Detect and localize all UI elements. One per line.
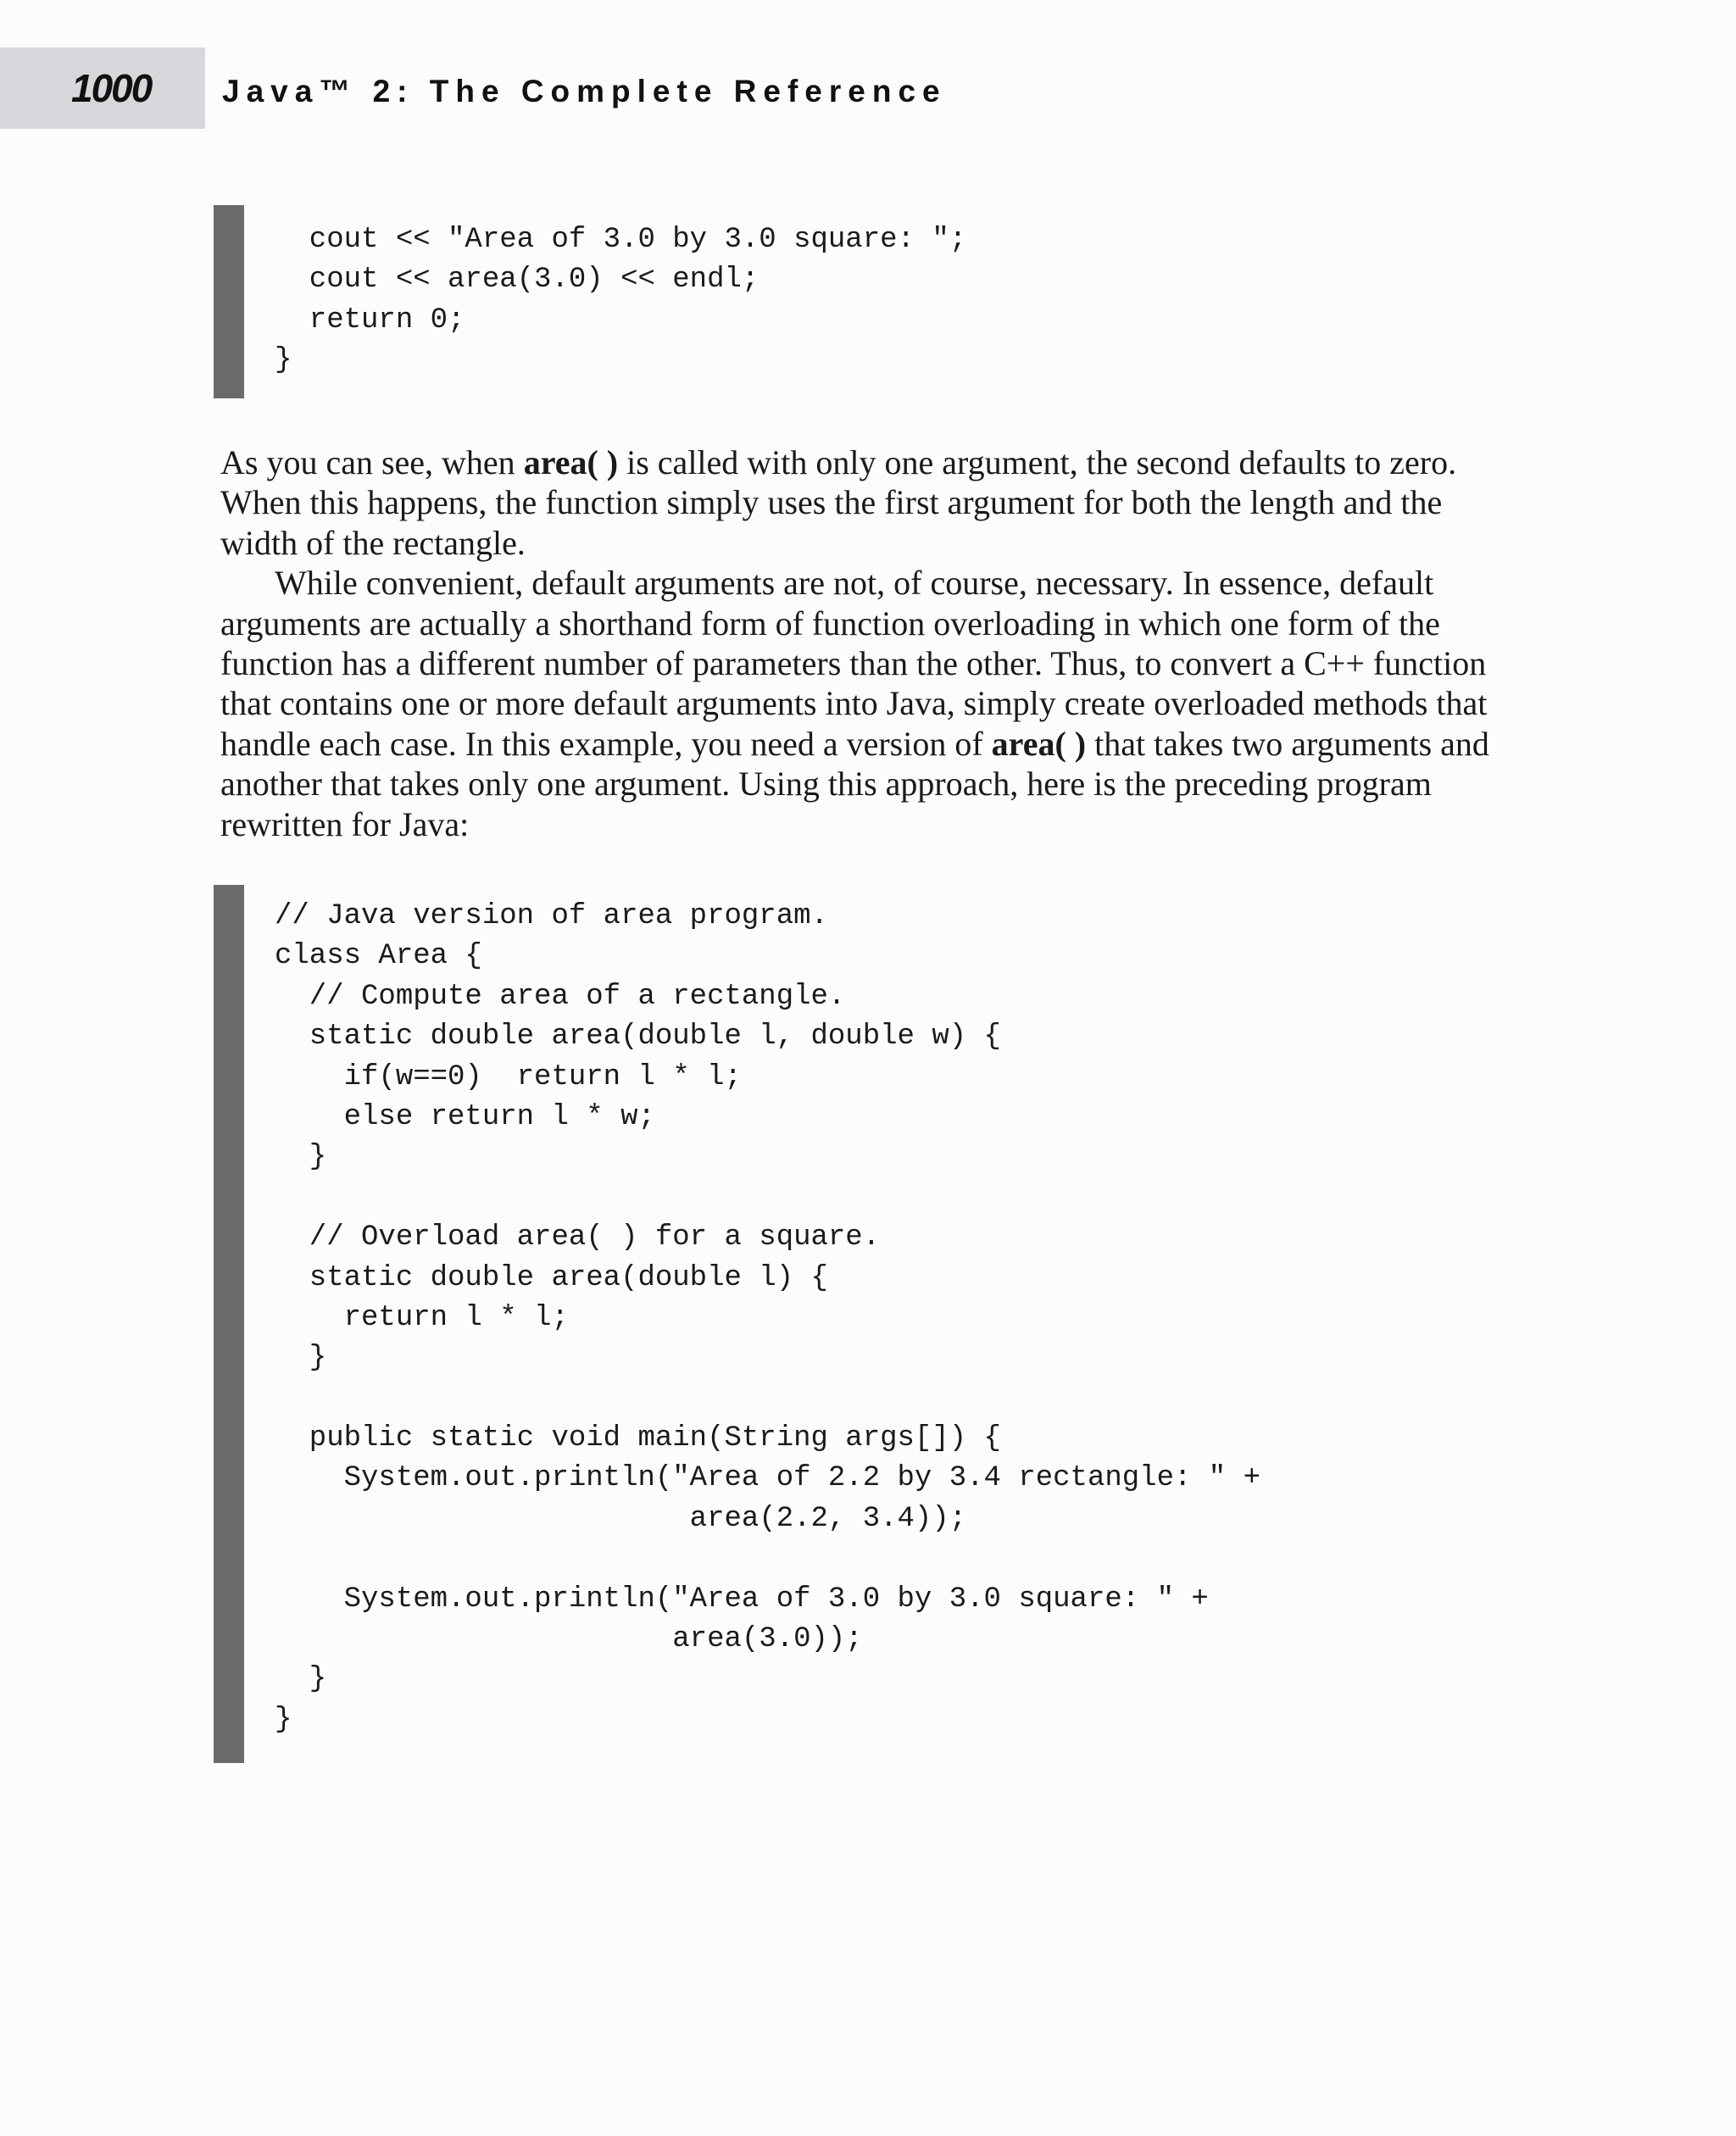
code-line: } bbox=[275, 1141, 327, 1174]
code-line: static double area(double l, double w) { bbox=[275, 1021, 1001, 1054]
page-number: 1000 bbox=[71, 66, 152, 110]
paragraph-2 bbox=[220, 563, 1509, 844]
code-line: System.out.println("Area of 2.2 by 3.4 rectangle: " + bbox=[275, 1462, 1260, 1495]
code-margin-bar bbox=[214, 885, 244, 1763]
code-line: } bbox=[275, 344, 292, 377]
code-line: cout << "Area of 3.0 by 3.0 square: "; bbox=[275, 224, 967, 256]
inline-code-term: area( ) bbox=[991, 724, 1087, 763]
code-line: // Compute area of a rectangle. bbox=[275, 980, 846, 1013]
code-line: else return l * w; bbox=[275, 1100, 655, 1133]
code-line: } bbox=[275, 1703, 292, 1736]
code-line: static double area(double l) { bbox=[275, 1261, 828, 1294]
code-margin-bar bbox=[214, 205, 244, 398]
inline-code-term: area( ) bbox=[523, 443, 619, 481]
body-text bbox=[220, 442, 1509, 844]
text-run: While convenient, default arguments are not, of course, necessary. In essence, default arguments are actually a shorthand form of function overloading in which one form of the function has a different number of parameters than the other. Thus, to convert a C++ function that contains one or more default arguments into Java, simply create overloaded methods that handle each case. In this example, you need a version of bbox=[220, 564, 1488, 763]
code-line: return l * l; bbox=[275, 1301, 569, 1334]
code-line: if(w==0) return l * l; bbox=[275, 1060, 742, 1093]
paragraph-1 bbox=[220, 442, 1509, 563]
code-lines bbox=[275, 897, 1260, 1740]
text-run: that takes two arguments and another that takes only one argument. Using this approach, here is the preceding program rewritten for Java: bbox=[220, 724, 1489, 843]
code-line: } bbox=[275, 1663, 327, 1696]
running-title: Java™ 2: The Complete Reference bbox=[222, 74, 947, 108]
text-run: is called with only one argument, the second defaults to zero. When this happens, the function simply uses the first argument for both the length and the width of the rectangle. bbox=[220, 443, 1457, 562]
code-line bbox=[275, 1178, 1260, 1218]
code-line: // Java version of area program. bbox=[275, 900, 828, 932]
code-lines bbox=[275, 220, 966, 381]
code-line: class Area { bbox=[275, 940, 482, 973]
code-line: public static void main(String args[]) { bbox=[275, 1422, 1001, 1455]
code-line: System.out.println("Area of 3.0 by 3.0 square: " + bbox=[275, 1583, 1209, 1616]
code-line: } bbox=[275, 1342, 327, 1375]
code-line: // Overload area( ) for a square. bbox=[275, 1221, 881, 1254]
text-run: As you can see, when bbox=[220, 443, 524, 481]
code-line bbox=[275, 1539, 1260, 1579]
code-line: return 0; bbox=[275, 303, 465, 337]
code-line: area(2.2, 3.4)); bbox=[275, 1502, 967, 1535]
code-line bbox=[275, 1379, 1260, 1419]
code-line: cout << area(3.0) << endl; bbox=[275, 264, 760, 297]
code-line: area(3.0)); bbox=[275, 1623, 863, 1656]
